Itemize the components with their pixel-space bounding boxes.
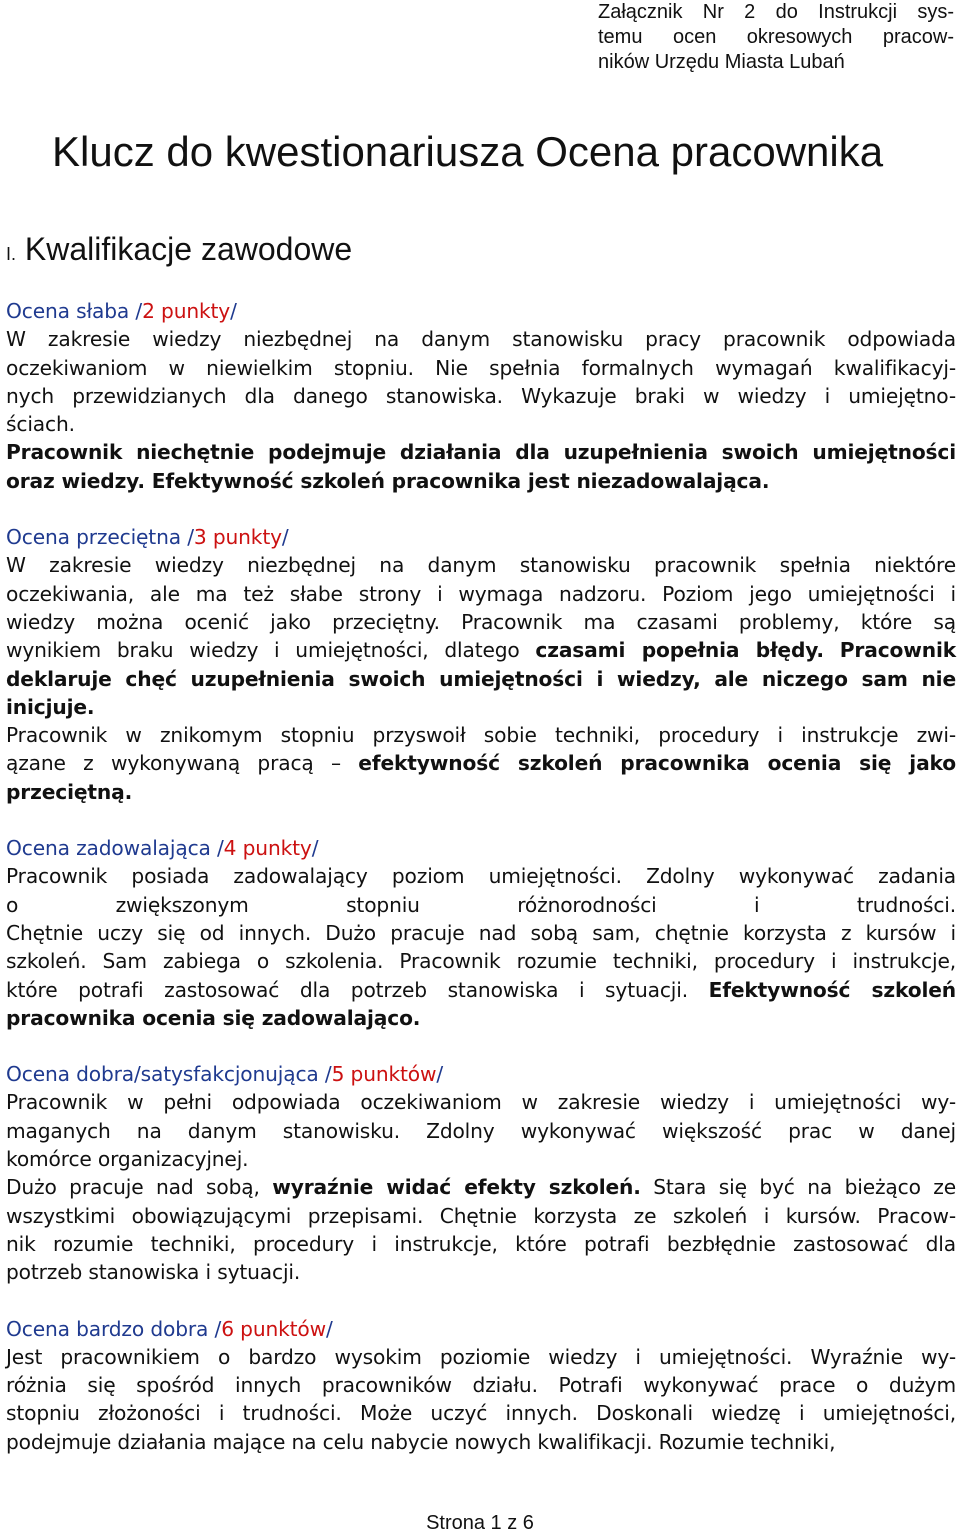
grade-description-line [6,1371,956,1399]
grade-slash: / [230,299,237,323]
text: nik rozumie techniki, procedury i instrukcje, które potrafi bezbłędnie zastosować dla [6,1231,956,1256]
text: Dużo pracuje nad sobą, [6,1175,273,1200]
text: wynikiem braku wiedzy i umiejętności, dlatego [6,638,536,663]
page-number: Strona 1 z 6 [426,1512,534,1534]
text: Pracownik w znikomym stopniu przyswoił sobie techniki, procedury i instrukcje zwi- [6,723,956,748]
grade-description-line [6,325,956,353]
grade-section [6,1060,956,1286]
text: maganych na danym stanowisku. Zdolny wykonywać większość prac w danej [6,1118,956,1143]
grade-heading [6,523,956,551]
grade-points: 6 punktów [221,1316,326,1341]
grade-slash: / [325,1316,333,1341]
grade-section [6,297,956,495]
grade-slash: / [129,299,143,323]
grade-description-line [6,382,956,410]
grade-description-line [6,919,956,947]
header-line: temu ocen okresowych pracow- [598,26,954,48]
bold-text: deklaruje chęć uzupełnienia swoich umiejętności i wiedzy, ale niczego sam nie [6,666,956,691]
bold-text: Pracownik [839,638,956,663]
bold-text: Efektywność szkoleń [708,977,956,1002]
text: Pracownik posiada zadowalający poziom umiejętności. Zdolny wykonywać zadania [6,864,956,889]
grade-heading [6,834,956,862]
grading-key-content [6,297,956,1456]
grade-description-line [6,1202,956,1230]
grade-description-line [6,636,956,664]
header-line: ników Urzędu Miasta Lubań [598,51,845,73]
grade-description-line [6,1117,956,1145]
text: ściach. [6,412,75,437]
text: różnia się spośród innych pracowników działu. Potrafi wykonywać prace o dużym [6,1373,956,1398]
text: wiedzy można ocenić jako przeciętny. Pracownik ma czasami problemy, które są [6,609,956,634]
grade-description-line [6,947,956,975]
grade-description-line [6,608,956,636]
bold-text: inicjuje. [6,694,95,719]
attachment-header [598,0,954,75]
grade-description-line [6,1258,956,1286]
grade-slash: / [436,1062,444,1087]
grade-name: Ocena zadowalająca [6,836,211,861]
grade-description-line [6,1088,956,1116]
grade-heading [6,1060,956,1088]
document-title: Klucz do kwestionariusza Ocena pracownika [52,128,884,175]
grade-description-line [6,1343,956,1371]
bold-text: pracownika ocenia się zadowalająco. [6,1005,421,1030]
text: W zakresie wiedzy niezbędnej na danym stanowisku pracy pracownik odpowiada [6,327,956,352]
grade-description-line [6,665,956,693]
grade-description-line [6,354,956,382]
bold-text: czasami popełnia błędy. [535,638,824,663]
grade-description-line [6,438,956,466]
grade-description-line [6,1428,956,1456]
grade-points: 2 punkty [142,299,231,323]
grade-points: 4 punkty [223,836,312,861]
text: szkoleń. Sam zabiega o szkolenia. Pracownik rozumie techniki, procedury i instrukcje, [6,949,956,974]
grade-heading [6,297,956,325]
text: wszystkimi obowiązującymi przepisami. Chętnie korzysta ze szkoleń i kursów. Pracow- [6,1203,956,1228]
bold-text: efektywność szkoleń pracownika ocenia się jako [358,751,956,776]
grade-slash: / [208,1316,222,1341]
grade-section [6,523,956,806]
section-spacer [6,806,956,834]
text: Chętnie uczy się od innych. Dużo pracuje nad sobą sam, chętnie korzysta z kursów i [6,920,956,945]
text: stopniu złożoności i trudności. Może uczyć innych. Doskonali wiedzę i umiejętności, [6,1401,956,1426]
grade-name: Ocena dobra/satysfakcjonująca [6,1062,319,1087]
grade-section [6,1315,956,1456]
grade-name: Ocena słaba [6,299,130,323]
section-title: Kwalifikacje zawodowe [24,231,353,267]
grade-slash: / [180,525,194,550]
section-spacer [6,495,956,523]
text: Jest pracownikiem o bardzo wysokim poziomie wiedzy i umiejętności. Wyraźnie wy- [6,1344,956,1369]
grade-slash: / [318,1062,332,1087]
grade-description-line [6,580,956,608]
grade-heading [6,1315,956,1343]
bold-text: oraz wiedzy. Efektywność szkoleń pracownika jest niezadowalająca. [6,468,770,493]
grade-name: Ocena bardzo dobra [6,1316,209,1341]
grade-points: 3 punkty [193,525,282,550]
grade-description-line [6,410,956,438]
grade-description-line [6,1145,956,1173]
text [824,638,840,662]
text: oczekiwania, ale ma też słabe strony i wymaga nadzoru. Poziom jego umiejętności i [6,581,956,606]
text: ązane z wykonywaną pracą – [6,751,359,776]
text: Pracownik w pełni odpowiada oczekiwaniom w zakresie wiedzy i umiejętności wy- [6,1090,956,1115]
grade-description-line [6,1173,956,1201]
text: W zakresie wiedzy niezbędnej na danym stanowisku pracownik spełnia niektóre [6,553,956,578]
text: nych przewidzianych dla danego stanowiska. Wykazuje braki w wiedzy i umiejętno- [6,383,956,408]
bold-text: przeciętną. [6,779,133,804]
text: potrzeb stanowiska i sytuacji. [6,1260,301,1285]
grade-description-line [6,1004,956,1032]
text: podejmuje działania mające na celu nabycie nowych kwalifikacji. Rozumie techniki, [6,1429,836,1454]
text: które potrafi zastosować dla potrzeb stanowiska i sytuacji. [6,977,709,1002]
grade-description-line [6,1399,956,1427]
grade-slash: / [311,836,319,861]
grade-points: 5 punktów [331,1062,437,1087]
grade-slash: / [210,836,224,861]
grade-description-line [6,721,956,749]
bold-text: wyraźnie widać efekty szkoleń. [272,1175,641,1200]
text: oczekiwaniom w niewielkim stopniu. Nie spełnia formalnych wymagań kwalifikacyj- [6,355,956,380]
grade-description-line [6,891,956,919]
text: Stara się być na bieżąco ze [640,1175,956,1200]
section-spacer [6,1032,956,1060]
text: o zwiększonym stopniu różnorodności i trudności. [6,892,956,917]
grade-description-line [6,551,956,579]
grade-description-line [6,778,956,806]
grade-name: Ocena przeciętna [6,525,181,550]
grade-description-line [6,976,956,1004]
grade-description-line [6,467,956,495]
grade-description-line [6,749,956,777]
section-spacer [6,1287,956,1315]
grade-description-line [6,862,956,890]
section-heading [6,227,352,276]
bold-text: Pracownik niechętnie podejmuje działania dla uzupełnienia swoich umiejętności [6,440,956,465]
grade-description-line [6,693,956,721]
grade-section [6,834,956,1032]
section-number: I. [6,244,17,264]
grade-slash: / [281,525,289,550]
header-line: Załącznik Nr 2 do Instrukcji sys- [598,1,954,23]
grade-description-line [6,1230,956,1258]
text: komórce organizacyjnej. [6,1147,249,1172]
